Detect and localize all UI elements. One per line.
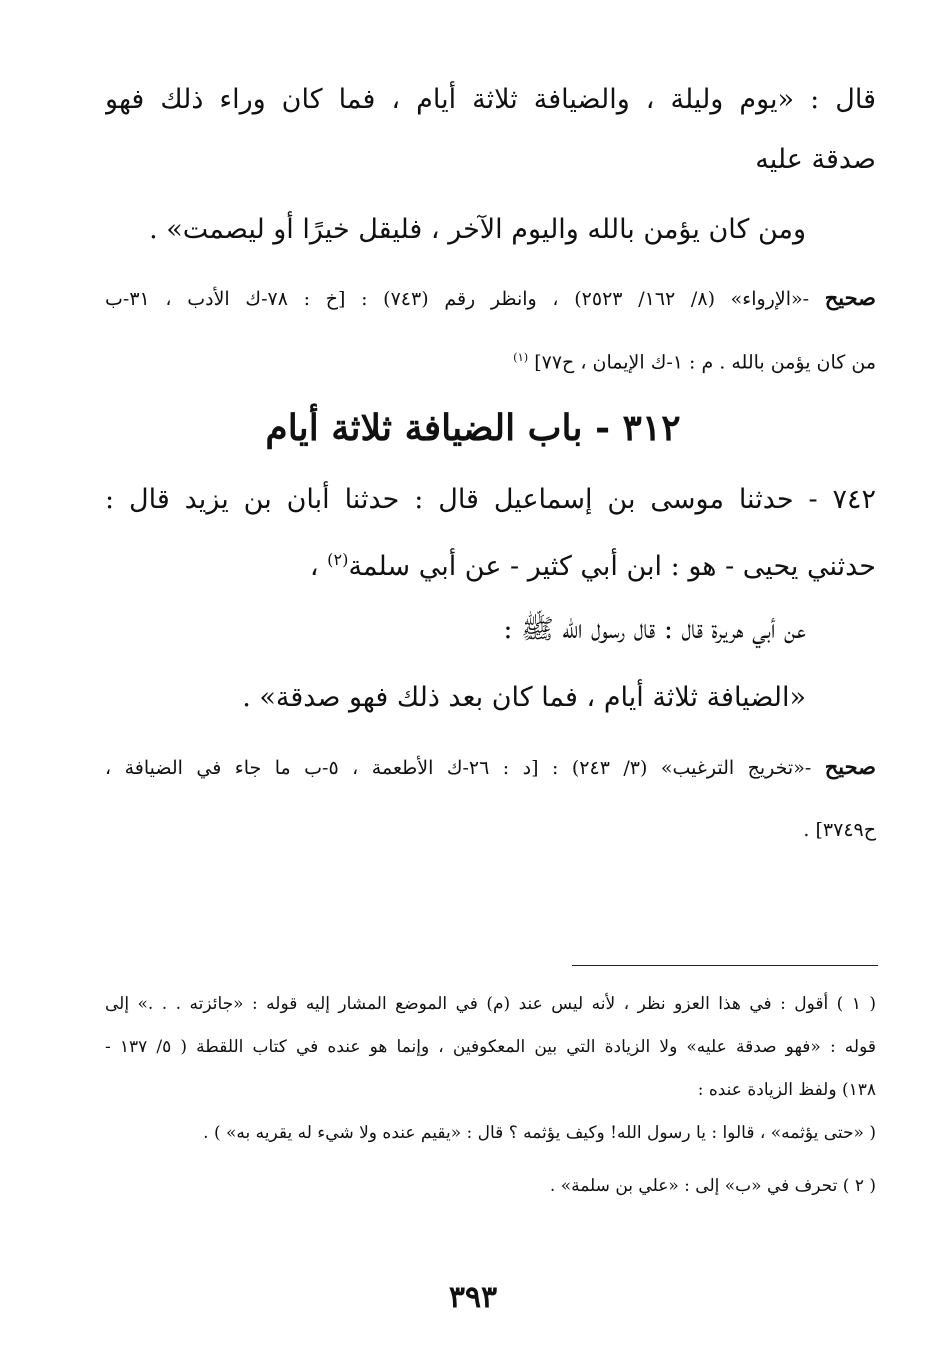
hadith-742-takhrij-source: -«تخريج الترغيب» (٣/ ٢٤٣) : [د : ٢٦-ك الأطعمة ، ٥-ب ما جاء في الضيافة ، bbox=[105, 757, 812, 779]
footnote-1-line-1: ( ١ ) أقول : في هذا العزو نظر ، لأنه ليس عند (م) في الموضع المشار إليه قوله : «جائزته . . .» إلى bbox=[105, 994, 876, 1014]
chapter-heading: ٣١٢ - باب الضيافة ثلاثة أيام bbox=[265, 407, 681, 449]
footnote-ref-1: (١) bbox=[513, 350, 529, 364]
hadith-742-text-line-2 bbox=[105, 540, 876, 587]
footnote-1-line-3: ١٣٨) ولفظ الزيادة عنده : bbox=[697, 1080, 876, 1100]
hadith-741-takhrij-line-1 bbox=[105, 283, 876, 314]
hadith-742-text-line-3: عن أبي هريرة قال : قال رسول الله ﷺ : bbox=[503, 614, 806, 645]
footnote-1-line-2: قوله : «فهو صدقة عليه» ولا الزيادة التي بين المعكوفين ، وإنما هو عنده في كتاب اللقطة ( ٥/ ١٣٧ - bbox=[105, 1037, 876, 1057]
hadith-741-takhrij-source-cont: من كان يؤمن بالله . م : ١-ك الإيمان ، ح٧٧] bbox=[534, 351, 876, 374]
footnote-ref-2: (٢) bbox=[327, 550, 349, 569]
hadith-742-grade: صحيح bbox=[824, 754, 876, 779]
footnote-separator bbox=[572, 965, 878, 966]
page-number: ٣٩٣ bbox=[448, 1280, 498, 1315]
hadith-741-takhrij-line-2 bbox=[105, 342, 876, 377]
hadith-742-takhrij-line-1 bbox=[105, 752, 876, 783]
footnote-1-line-4: ( «حتى يؤثمه» ، قالوا : يا رسول الله! وكيف يؤثمه ؟ قال : «يقيم عنده ولا شيء له يقريه به» ) . bbox=[203, 1123, 876, 1143]
footnote-2-line-1: ( ٢ ) تحرف في «ب» إلى : «علي بن سلمة» . bbox=[549, 1176, 876, 1196]
hadith-742-isnad-end: ، bbox=[309, 551, 328, 582]
hadith-741-text-line-3: ومن كان يؤمن بالله واليوم الآخر ، فليقل خيرًا أو ليصمت» . bbox=[149, 214, 806, 245]
hadith-742-text-line-1: ٧٤٢ - حدثنا موسى بن إسماعيل قال : حدثنا أبان بن يزيد قال : bbox=[105, 484, 876, 515]
hadith-742-isnad-text: حدثني يحيى - هو : ابن أبي كثير - عن أبي سلمة bbox=[348, 551, 876, 582]
hadith-741-text-line-1: قال : «يوم وليلة ، والضيافة ثلاثة أيام ، فما كان وراء ذلك فهو bbox=[105, 84, 876, 115]
hadith-741-text-line-2: صدقة عليه bbox=[755, 144, 876, 175]
hadith-742-takhrij-line-2: ح٣٧٤٩] . bbox=[803, 819, 876, 841]
hadith-741-takhrij-source: -«الإرواء» (٨/ ١٦٢/ ٢٥٢٣) ، وانظر رقم (٧٤٣) : [خ : ٧٨-ك الأدب ، ٣١-ب bbox=[105, 288, 810, 310]
hadith-741-grade: صحيح bbox=[824, 285, 876, 310]
hadith-742-text-line-4: «الضيافة ثلاثة أيام ، فما كان بعد ذلك فهو صدقة» . bbox=[242, 682, 806, 713]
